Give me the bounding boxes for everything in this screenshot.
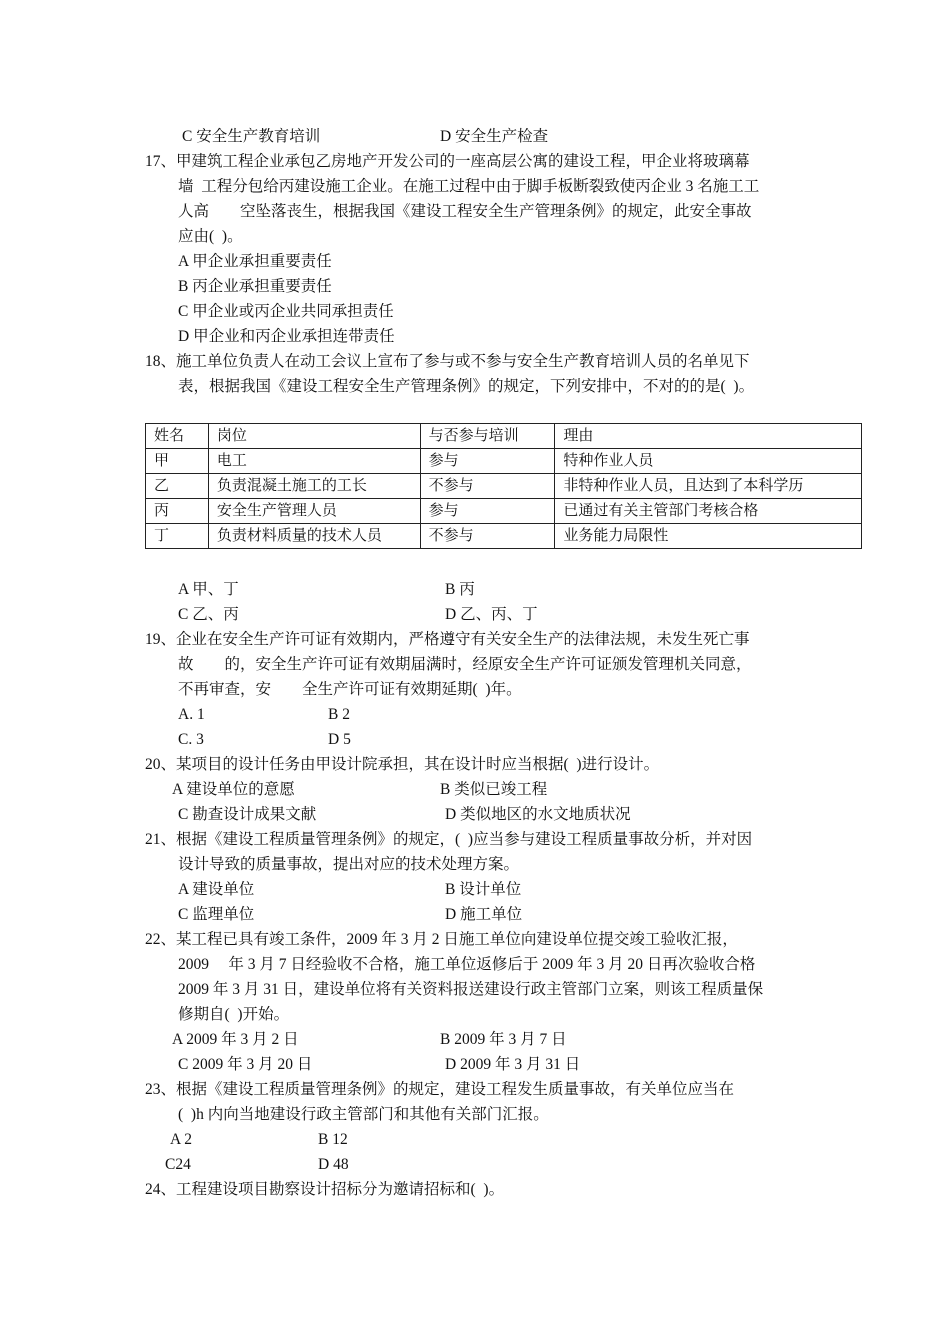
question-19-line: 故 的，安全生产许可证有效期届满时，经原安全生产许可证颁发管理机关同意，	[178, 656, 752, 673]
table-cell: 甲	[146, 449, 209, 474]
table-cell: 电工	[208, 449, 420, 474]
option-b-q21: B 设计单位	[445, 881, 522, 898]
option-b-q20: B 类似已竣工程	[440, 781, 548, 798]
option-d-q17: D 甲企业和丙企业承担连带责任	[178, 328, 395, 345]
table-cell: 业务能力局限性	[555, 524, 862, 549]
table-cell: 丙	[146, 499, 209, 524]
option-c-q18: C 乙、丙	[178, 606, 239, 623]
table-cell: 不参与	[420, 524, 555, 549]
question-20: 20、某项目的设计任务由甲设计院承担，其在设计时应当根据( )进行设计。	[145, 756, 660, 773]
question-21-line: 设计导致的质量事故，提出对应的技术处理方案。	[178, 856, 520, 873]
option-b-q17: B 丙企业承担重要责任	[178, 278, 332, 295]
table-row	[146, 474, 862, 499]
option-d-q20: D 类似地区的水文地质状况	[445, 806, 631, 823]
option-a-q18: A 甲、丁	[178, 581, 239, 598]
table-header-cell: 与否参与培训	[420, 424, 555, 449]
question-19-line: 不再审查，安 全生产许可证有效期延期( )年。	[178, 681, 522, 698]
table-cell: 丁	[146, 524, 209, 549]
table-row	[146, 499, 862, 524]
option-d-q19: D 5	[328, 731, 351, 748]
option-c-q19: C. 3	[178, 731, 204, 748]
option-c-q20: C 勘查设计成果文献	[178, 806, 317, 823]
option-c-q23: C24	[165, 1156, 191, 1173]
option-d-q23: D 48	[318, 1156, 349, 1173]
table-row	[146, 449, 862, 474]
option-d-q16: D 安全生产检查	[440, 128, 549, 145]
table-cell: 已通过有关主管部门考核合格	[555, 499, 862, 524]
option-a-q17: A 甲企业承担重要责任	[178, 253, 332, 270]
option-c-q17: C 甲企业或丙企业共同承担责任	[178, 303, 394, 320]
question-21: 21、根据《建设工程质量管理条例》的规定，( )应当参与建设工程质量事故分析，并对因	[145, 831, 753, 848]
table-header-cell: 姓名	[146, 424, 209, 449]
option-b-q23: B 12	[318, 1131, 348, 1148]
table-header-cell: 理由	[555, 424, 862, 449]
question-22: 22、某工程已具有竣工条件，2009 年 3 月 2 日施工单位向建设单位提交竣工验收汇报，	[145, 931, 738, 948]
option-b-q19: B 2	[328, 706, 350, 723]
table-cell: 参与	[420, 449, 555, 474]
training-table	[145, 423, 862, 549]
option-d-q22: D 2009 年 3 月 31 日	[445, 1056, 581, 1073]
question-19: 19、企业在安全生产许可证有效期内，严格遵守有关安全生产的法律法规，未发生死亡事	[145, 631, 750, 648]
option-a-q19: A. 1	[178, 706, 205, 723]
option-d-q18: D 乙、丙、丁	[445, 606, 538, 623]
option-a-q22: A 2009 年 3 月 2 日	[172, 1031, 299, 1048]
question-22-line: 2009 年 3 月 31 日，建设单位将有关资料报送建设行政主管部门立案，则该工程质量保	[178, 981, 764, 998]
option-a-q21: A 建设单位	[178, 881, 255, 898]
question-17-line: 人高 空坠落丧生，根据我国《建设工程安全生产管理条例》的规定，此安全事故	[178, 203, 752, 220]
option-b-q18: B 丙	[445, 581, 475, 598]
table-cell: 特种作业人员	[555, 449, 862, 474]
table-header-row	[146, 424, 862, 449]
question-24: 24、工程建设项目勘察设计招标分为邀请招标和( )。	[145, 1181, 505, 1198]
option-b-q22: B 2009 年 3 月 7 日	[440, 1031, 567, 1048]
question-22-line: 修期自( )开始。	[178, 1006, 290, 1023]
question-18: 18、施工单位负责人在动工会议上宣布了参与或不参与安全生产教育培训人员的名单见下	[145, 353, 750, 370]
table-cell: 乙	[146, 474, 209, 499]
option-c-q21: C 监理单位	[178, 906, 255, 923]
table-cell: 参与	[420, 499, 555, 524]
table-cell: 负责混凝土施工的工长	[208, 474, 420, 499]
table-row	[146, 524, 862, 549]
table-cell: 非特种作业人员，且达到了本科学历	[555, 474, 862, 499]
table-cell: 负责材料质量的技术人员	[208, 524, 420, 549]
question-17-line: 应由( )。	[178, 228, 243, 245]
option-d-q21: D 施工单位	[445, 906, 523, 923]
question-23: 23、根据《建设工程质量管理条例》的规定，建设工程发生质量事故，有关单位应当在	[145, 1081, 735, 1098]
option-c-q16: C 安全生产教育培训	[182, 128, 321, 145]
question-22-line: 2009 年 3 月 7 日经验收不合格，施工单位返修后于 2009 年 3 月 20 日再次验收合格	[178, 956, 756, 973]
question-17: 17、甲建筑工程企业承包乙房地产开发公司的一座高层公寓的建设工程，甲企业将玻璃幕	[145, 153, 750, 170]
table-cell: 安全生产管理人员	[208, 499, 420, 524]
table-header-cell: 岗位	[208, 424, 420, 449]
option-a-q23: A 2	[170, 1131, 192, 1148]
question-18-line: 表，根据我国《建设工程安全生产管理条例》的规定，下列安排中，不对的的是( )。	[178, 378, 755, 395]
table-cell: 不参与	[420, 474, 555, 499]
question-23-line: ( )h 内向当地建设行政主管部门和其他有关部门汇报。	[178, 1106, 549, 1123]
option-c-q22: C 2009 年 3 月 20 日	[178, 1056, 313, 1073]
option-a-q20: A 建设单位的意愿	[172, 781, 295, 798]
question-17-line: 墙 工程分包给丙建设施工企业。在施工过程中由于脚手板断裂致使丙企业 3 名施工工	[178, 178, 760, 195]
